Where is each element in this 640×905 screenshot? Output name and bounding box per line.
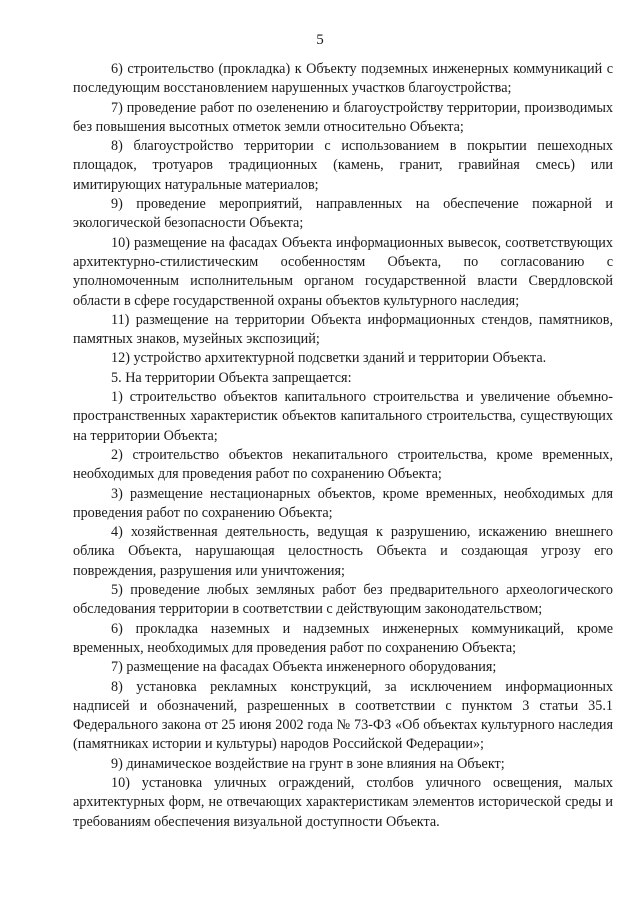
paragraph: 6) прокладка наземных и надземных инженерных коммуникаций, кроме временных, необходимых для проведения работ по сохранению Объекта;	[73, 620, 613, 656]
paragraph: 8) установка рекламных конструкций, за исключением информационных надписей и обозначений, разрешенных в соответствии с пунктом 3 статьи 35.1 Федерального закона от 25 июня 2002 года № 73-ФЗ «Об объектах культурного наследия (памятниках истории и культуры) народов Российской Федерации»;	[73, 678, 613, 753]
paragraph: 9) динамическое воздействие на грунт в зоне влияния на Объект;	[111, 755, 505, 772]
paragraph: 7) проведение работ по озеленению и благоустройству территории, производимых без повышения высотных отметок земли относительно Объекта;	[73, 99, 613, 135]
document-body	[73, 60, 613, 832]
paragraph: 7) размещение на фасадах Объекта инженерного оборудования;	[111, 659, 497, 676]
paragraph: 9) проведение мероприятий, направленных на обеспечение пожарной и экологической безопасности Объекта;	[73, 196, 613, 232]
paragraph: 11) размещение на территории Объекта информационных стендов, памятников, памятных знаков, музейных экспозиций;	[73, 311, 613, 348]
paragraph: 3) размещение нестационарных объектов, кроме временных, необходимых для проведения работ по сохранению Объекта;	[73, 485, 613, 521]
paragraph: 1) строительство объектов капитального строительства и увеличение объемно-пространственных характеристик объектов капитального строительства, существующих на территории Объекта;	[73, 389, 613, 444]
paragraph: 2) строительство объектов некапитального строительства, кроме временных, необходимых для проведения работ по сохранению Объекта;	[73, 446, 613, 483]
page-number: 5	[316, 32, 324, 48]
paragraph: 6) строительство (прокладка) к Объекту подземных инженерных коммуникаций с последующим восстановлением нарушенных участков благоустройства;	[73, 61, 613, 97]
paragraph: 12) устройство архитектурной подсветки зданий и территории Объекта.	[111, 350, 547, 367]
paragraph: 8) благоустройство территории с использованием в покрытии пешеходных площадок, тротуаров традиционных (камень, гранит, гравийная смесь) или имитирующих натуральные материалов;	[73, 138, 613, 193]
paragraph: 4) хозяйственная деятельность, ведущая к разрушению, искажению внешнего облика Объекта, нарушающая целостность Объекта и создающая угрозу его повреждения, разрушения или уничтожения;	[73, 524, 613, 579]
paragraph: 5) проведение любых земляных работ без предварительного археологического обследования территории в соответствии с действующим законодательством;	[73, 582, 613, 618]
paragraph: 10) установка уличных ограждений, столбов уличного освещения, малых архитектурных форм, не отвечающих характеристикам элементов исторической среды и требованиям обеспечения визуальной доступности Объекта.	[73, 774, 613, 830]
section-heading: 5. На территории Объекта запрещается:	[111, 369, 352, 386]
paragraph: 10) размещение на фасадах Объекта информационных вывесок, соответствующих архитектурно-стилистическим особенностям Объекта, по согласованию с уполномоченным исполнительным органом государственной власти Свердловской области в сфере государственной охраны объектов культурного наследия;	[73, 234, 613, 309]
